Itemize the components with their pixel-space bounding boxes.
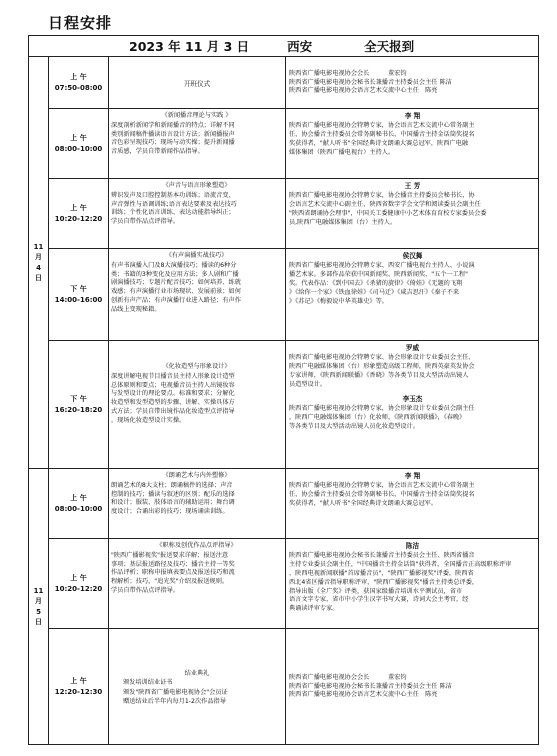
speaker-name: 李 翔 (404, 472, 421, 480)
speaker-name: 罗威 (405, 344, 420, 352)
speaker-name: 陈洁 (405, 542, 420, 550)
schedule-row (29, 179, 539, 249)
speaker-name: 李 翔 (404, 112, 421, 120)
time-cell: 上 午 10:20-12:20 (49, 539, 109, 629)
time-cell: 上 午 08:00-10:00 (49, 109, 109, 179)
schedule-row (29, 341, 539, 469)
page-title: 日程安排 (48, 14, 113, 32)
schedule-row (29, 539, 539, 629)
speaker-bio: 陕西省广播电影电视协会会长 董宏钧 陕西省广播电影电视协会秘书长兼播音主持委员会主任 陈洁 陕西省广播电影电视协会语言艺术交流中心主任 陈亮 (286, 57, 539, 109)
speaker-cell: 李 翔 陕西省广播电影电视协会特聘专家，协会语言艺术交流中心常务副主 任，协会播音主持委员会常务副秘书长，中国播音主持金话筒奖提名 奖获得者，"献人听书"全国经典诗文朗诵大赛总冠军，陕西广电融 媒体集团（陕西广播电视台）主持人。 (286, 109, 539, 179)
speaker-name: 侯汉舞 (402, 252, 423, 260)
schedule-row (29, 57, 539, 109)
time-cell: 下 午 14:00-16:00 (49, 249, 109, 341)
course-title: 《朗诵艺术与内外塑修》 (162, 472, 231, 479)
day-label-nov5: 11 月 5 日 (29, 469, 49, 745)
course-title: 《有声演播实战技巧》 (165, 252, 228, 259)
schedule-row (29, 469, 539, 539)
schedule-row (29, 109, 539, 179)
time-cell: 上 午 12:20-12:30 (49, 629, 109, 745)
course-title: 《新闻播音理论与实践 》 (161, 112, 232, 119)
speaker-cell: 罗威 陕西省广播电影电视协会特聘专家、协会形象设计专业委员会主任、 陕西广电融媒体集团（台）形象塑造高级工程师，陕西英豪英发协会 专家讲师，《陕西新闻联播》《香晓》等各类节目及大型活动出镜人 员造型设计。 李玉杰 陕西省广播电影电视协会特聘专家，协会形象设计专业委员会副主任 ，陕西广电融媒体集团（台）化妆师，《陕西新闻联播》，《春晚》 等各类节目及大型活动出镜人员化妆造型设计。 (286, 341, 539, 469)
speaker-name-2: 李玉杰 (402, 394, 423, 403)
course-cell: 《声音与语言形象塑造》 辨识发声及口腔控制基本功训练；语流音变、 声音弹性与语调训练;语言表达要素及表达技巧 训练；个性化语言训练、表达动能指导纠正； 学员自带作品点评指导。 (109, 179, 286, 249)
day-label-nov4: 11 月 4 日 (29, 57, 49, 469)
graduation-cell: 结业典礼 颁发培训结业证书 颁发"陕西省广播电影电视协会"会员证 赠送结业后半年内每月1-2次作品指导 (109, 629, 286, 745)
header-city: 西安 (287, 39, 313, 54)
course-title: 开班仪式 (109, 57, 286, 109)
time-cell: 上 午 08:00-10:00 (49, 469, 109, 539)
course-cell: 《有声演播实战技巧》 有声书演播入门及8大演播技巧；播读的6种分 类；书籍的3种变化及应用方法；多人剧和广播 剧演播技巧；专题片配音技巧；如何培养、练就 戏感；有声演播行业市场现状、发展前景；如何 创新有声产品；有声演播行业进入路径；有声作 品线上变现秘籍。 (109, 249, 286, 341)
course-title: 《化妆造型与形象设计》 (162, 363, 231, 370)
time-cell: 上 午 10:20-12:20 (49, 179, 109, 249)
schedule-row (29, 249, 539, 341)
course-cell: 《职称及创优作品点评指导》 "陕西广播影视奖"报送要求详解；报送注意 事项；基层报送路径及技巧；播音主持一等奖 作品评析；职称申报填表要点及报送技巧和流 程解析；技巧，"追光奖"介绍及报送规则。 学员自带作品点评指导。 (109, 539, 286, 629)
schedule-table (28, 35, 539, 745)
course-title: 《职称及创优作品点评指导》 (156, 542, 237, 549)
header-activity: 全天报到 (364, 39, 415, 54)
speaker-name: 王 芳 (404, 182, 421, 190)
time-cell: 下 午 16:20-18:20 (49, 341, 109, 469)
course-cell: 《化妆造型与形象设计》 深度讲解电视节目播音员主持人形象设计造型 总体原则和要点；电视播音员主持人出镜妆容 与发型设计的理论要点、标准和要求；分解化 妆造型和发型造型的步骤、讲解、实操具体方 式方法；学员自带出镜作品化妆造型点评指导 ，现场化妆造型设计实操。 (109, 341, 286, 469)
course-cell: 《朗诵艺术与内外塑修》 朗诵艺术的8大支柱；朗诵稿件的选择；声音 控制的技巧；播读与叙述的区别；配乐的选择 和设计；服装、肢体语言的辅助运用；舞台调 度设计；合诵出彩的技巧；现场诵读训练。 (109, 469, 286, 539)
speaker-cell: 王 芳 陕西省广播电影电视协会特聘专家，协会播音主持委员会秘书长，协 会语言艺术交流中心副主任，陕西省数字学会文学和阅读委员会副主任 "陕西省朗诵协会理事"，中国关工委健康中小艺术体育育校专家委员会委 员,陕西广电融媒体集团（台）主持人。 (286, 179, 539, 249)
graduation-title: 结业典礼 (184, 669, 210, 677)
time-cell: 上 午 07:50-08:00 (49, 57, 109, 109)
speaker-bio: 陕西省广播电影电视协会会长 董宏钧 陕西省广播电影电视协会秘书长兼播音主持委员会主任 陈洁 陕西省广播电影电视协会语言艺术交流中心主任 陈亮 (286, 629, 539, 745)
speaker-cell: 李 翔 陕西省广播电影电视协会特聘专家，协会语言艺术交流中心常务副主 任，协会播音主持委员会常务副秘书长，中国播音主持金话筒奖提名 奖获得者，"献人听书"全国经典诗文朗诵大赛总冠军。 (286, 469, 539, 539)
speaker-cell: 侯汉舞 陕西省广播电影电视协会特聘专家、西安广播电视台主持人、小说演 播艺术家。多部作品荣获中国新闻奖、陕西新闻奖、"五个一工程" 奖。代表作品：《到中国去》《杀猪的旋律》《倚娃》《无题的飞翔 》《给你一个家》《铁血徐娃》《司马迁》《咸吉思汗》《秦子不来 》《苏记》《梅毅说中华英雄史》等。 (286, 249, 539, 341)
course-title: 《声音与语言形象塑造》 (162, 182, 231, 189)
header-date: 2023 年 11 月 3 日 (129, 39, 250, 54)
course-cell: 《新闻播音理论与实践 》 深度剖析新闻学和新闻播音的特点；详解不同 类别新闻稿件播读语言设计方法；新闻播报声 音色彩呈现技巧；现场与动实操；提升新闻播 音质感，学员自带新闻作品指导。 (109, 109, 286, 179)
speaker-cell: 陈洁 陕西省广播电影电视协会秘书长兼播音主持委员会主任、陕西省播音 主持专业委员会副主任，"中国播音主持金话筒"获得者，全国播音正高级职称评审 ，陕西电视新闻联播"首席播音员"，"陕西广播影视奖"评委，陕西省 西北4省区播音指导职称评审，"陕西广播影视奖"播音主持类总评委， 指导出版《全广奖》评类，获国家级播音培训水平测试员，省市 语言文字专家，省市中小学生汉字书写大赛，诗词大会主考官，经 典诵读评审专家。 (286, 539, 539, 629)
header-row (29, 36, 539, 57)
schedule-row (29, 629, 539, 745)
